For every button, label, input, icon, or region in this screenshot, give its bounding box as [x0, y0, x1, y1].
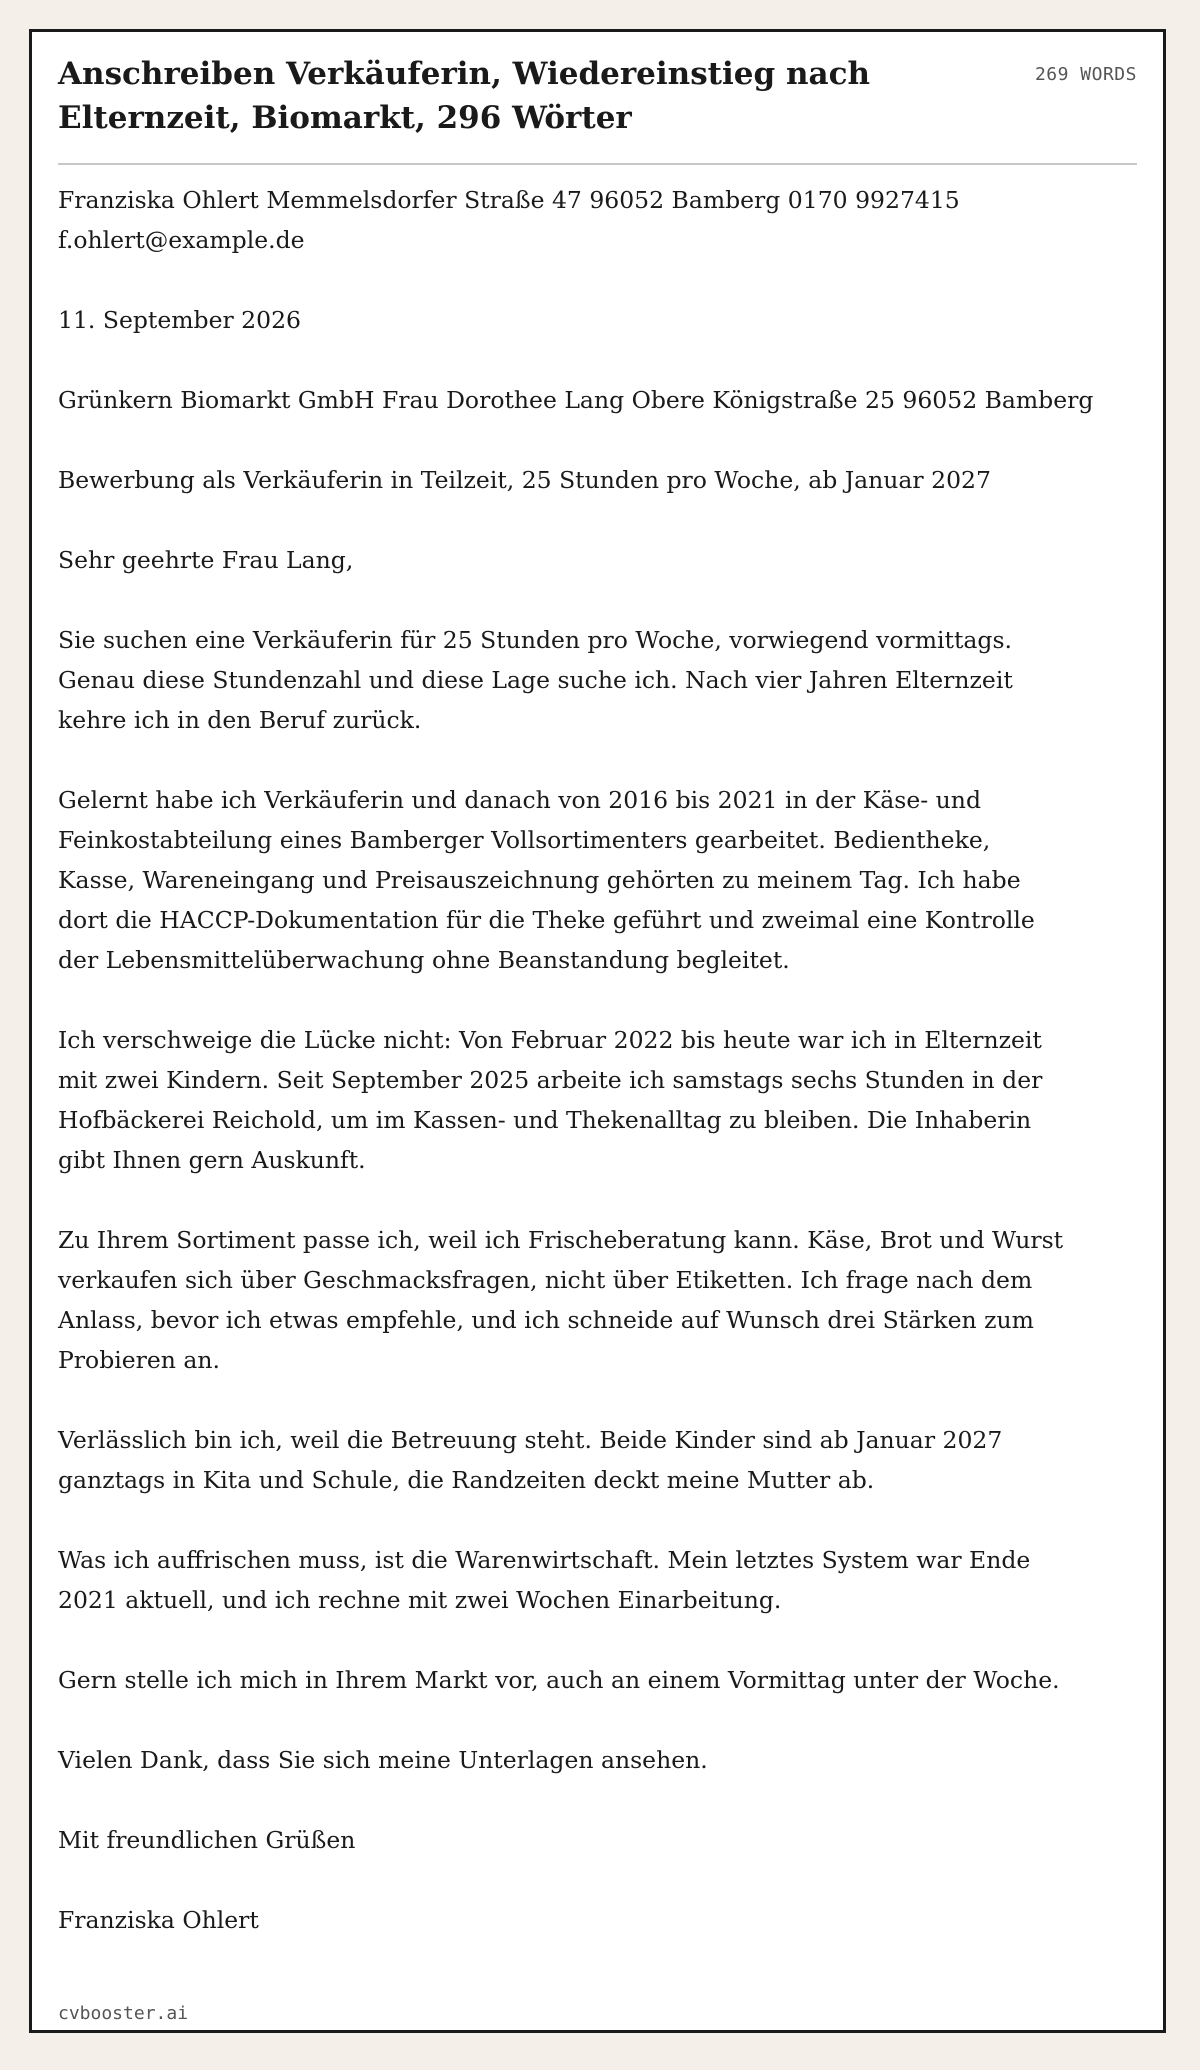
- recipient-address: Grünkern Biomarkt GmbH Frau Dorothee Lang Obere Königstraße 25 96052 Bamberg: [58, 386, 1094, 414]
- letter-date: 11. September 2026: [58, 306, 301, 334]
- body-paragraph: Sie suchen eine Verkäuferin für 25 Stunden pro Woche, vorwiegend vormittags. Genau diese Stundenzahl und diese Lage suche ich. Nach vier Jahren Elternzeit kehre ich in den Beruf zurück.: [58, 626, 1013, 734]
- body-paragraph: Ich verschweige die Lücke nicht: Von Februar 2022 bis heute war ich in Elternzeit mit zwei Kindern. Seit September 2025 arbeite ich samstags sechs Stunden in der Hofbäckerei Reichold, um im Kassen- und Thekenalltag zu bleiben. Die Inhaberin gibt Ihnen gern Auskunft.: [58, 1026, 1043, 1174]
- letter-card: [29, 29, 1166, 2033]
- document-title: Anschreiben Verkäuferin, Wiedereinstieg nach Elternzeit, Biomarkt, 296 Wörter: [58, 56, 870, 136]
- body-paragraph: Zu Ihrem Sortiment passe ich, weil ich Frischeberatung kann. Käse, Brot und Wurst verkaufen sich über Geschmacksfragen, nicht über Etiketten. Ich frage nach dem Anlass, bevor ich etwas empfehle, und ich schneide auf Wunsch drei Stärken zum Probieren an.: [58, 1226, 1064, 1374]
- letter-subject: Bewerbung als Verkäuferin in Teilzeit, 25 Stunden pro Woche, ab Januar 2027: [58, 466, 991, 494]
- letter-body: [58, 180, 1098, 1980]
- document-header: [58, 52, 1137, 165]
- body-paragraph: Vielen Dank, dass Sie sich meine Unterlagen ansehen.: [58, 1746, 708, 1774]
- closing-phrase: Mit freundlichen Grüßen: [58, 1826, 356, 1854]
- body-paragraph: Gelernt habe ich Verkäuferin und danach von 2016 bis 2021 in der Käse- und Feinkostabteilung eines Bamberger Vollsortimenters gearbeitet. Bedientheke, Kasse, Wareneingang und Preisauszeichnung gehörten zu meinem Tag. Ich habe dort die HACCP-Dokumentation für die Theke geführt und zweimal eine Kontrolle der Lebensmittelüberwachung ohne Beanstandung begleitet.: [58, 786, 1035, 974]
- body-paragraph: Verlässlich bin ich, weil die Betreuung steht. Beide Kinder sind ab Januar 2027 ganztags in Kita und Schule, die Randzeiten deckt meine Mutter ab.: [58, 1426, 1003, 1494]
- body-paragraph: Gern stelle ich mich in Ihrem Markt vor, auch an einem Vormittag unter der Woche.: [58, 1666, 1060, 1694]
- footer-brand: cvbooster.ai: [58, 2003, 189, 2024]
- sender-address: Franziska Ohlert Memmelsdorfer Straße 47 96052 Bamberg 0170 9927415 f.ohlert@example.de: [58, 186, 960, 254]
- signature-name: Franziska Ohlert: [58, 1906, 259, 1934]
- salutation: Sehr geehrte Frau Lang,: [58, 546, 354, 574]
- word-count-badge: 269 WORDS: [1034, 64, 1137, 85]
- body-paragraph: Was ich auffrischen muss, ist die Warenwirtschaft. Mein letztes System war Ende 2021 aktuell, und ich rechne mit zwei Wochen Einarbeitung.: [58, 1546, 1031, 1614]
